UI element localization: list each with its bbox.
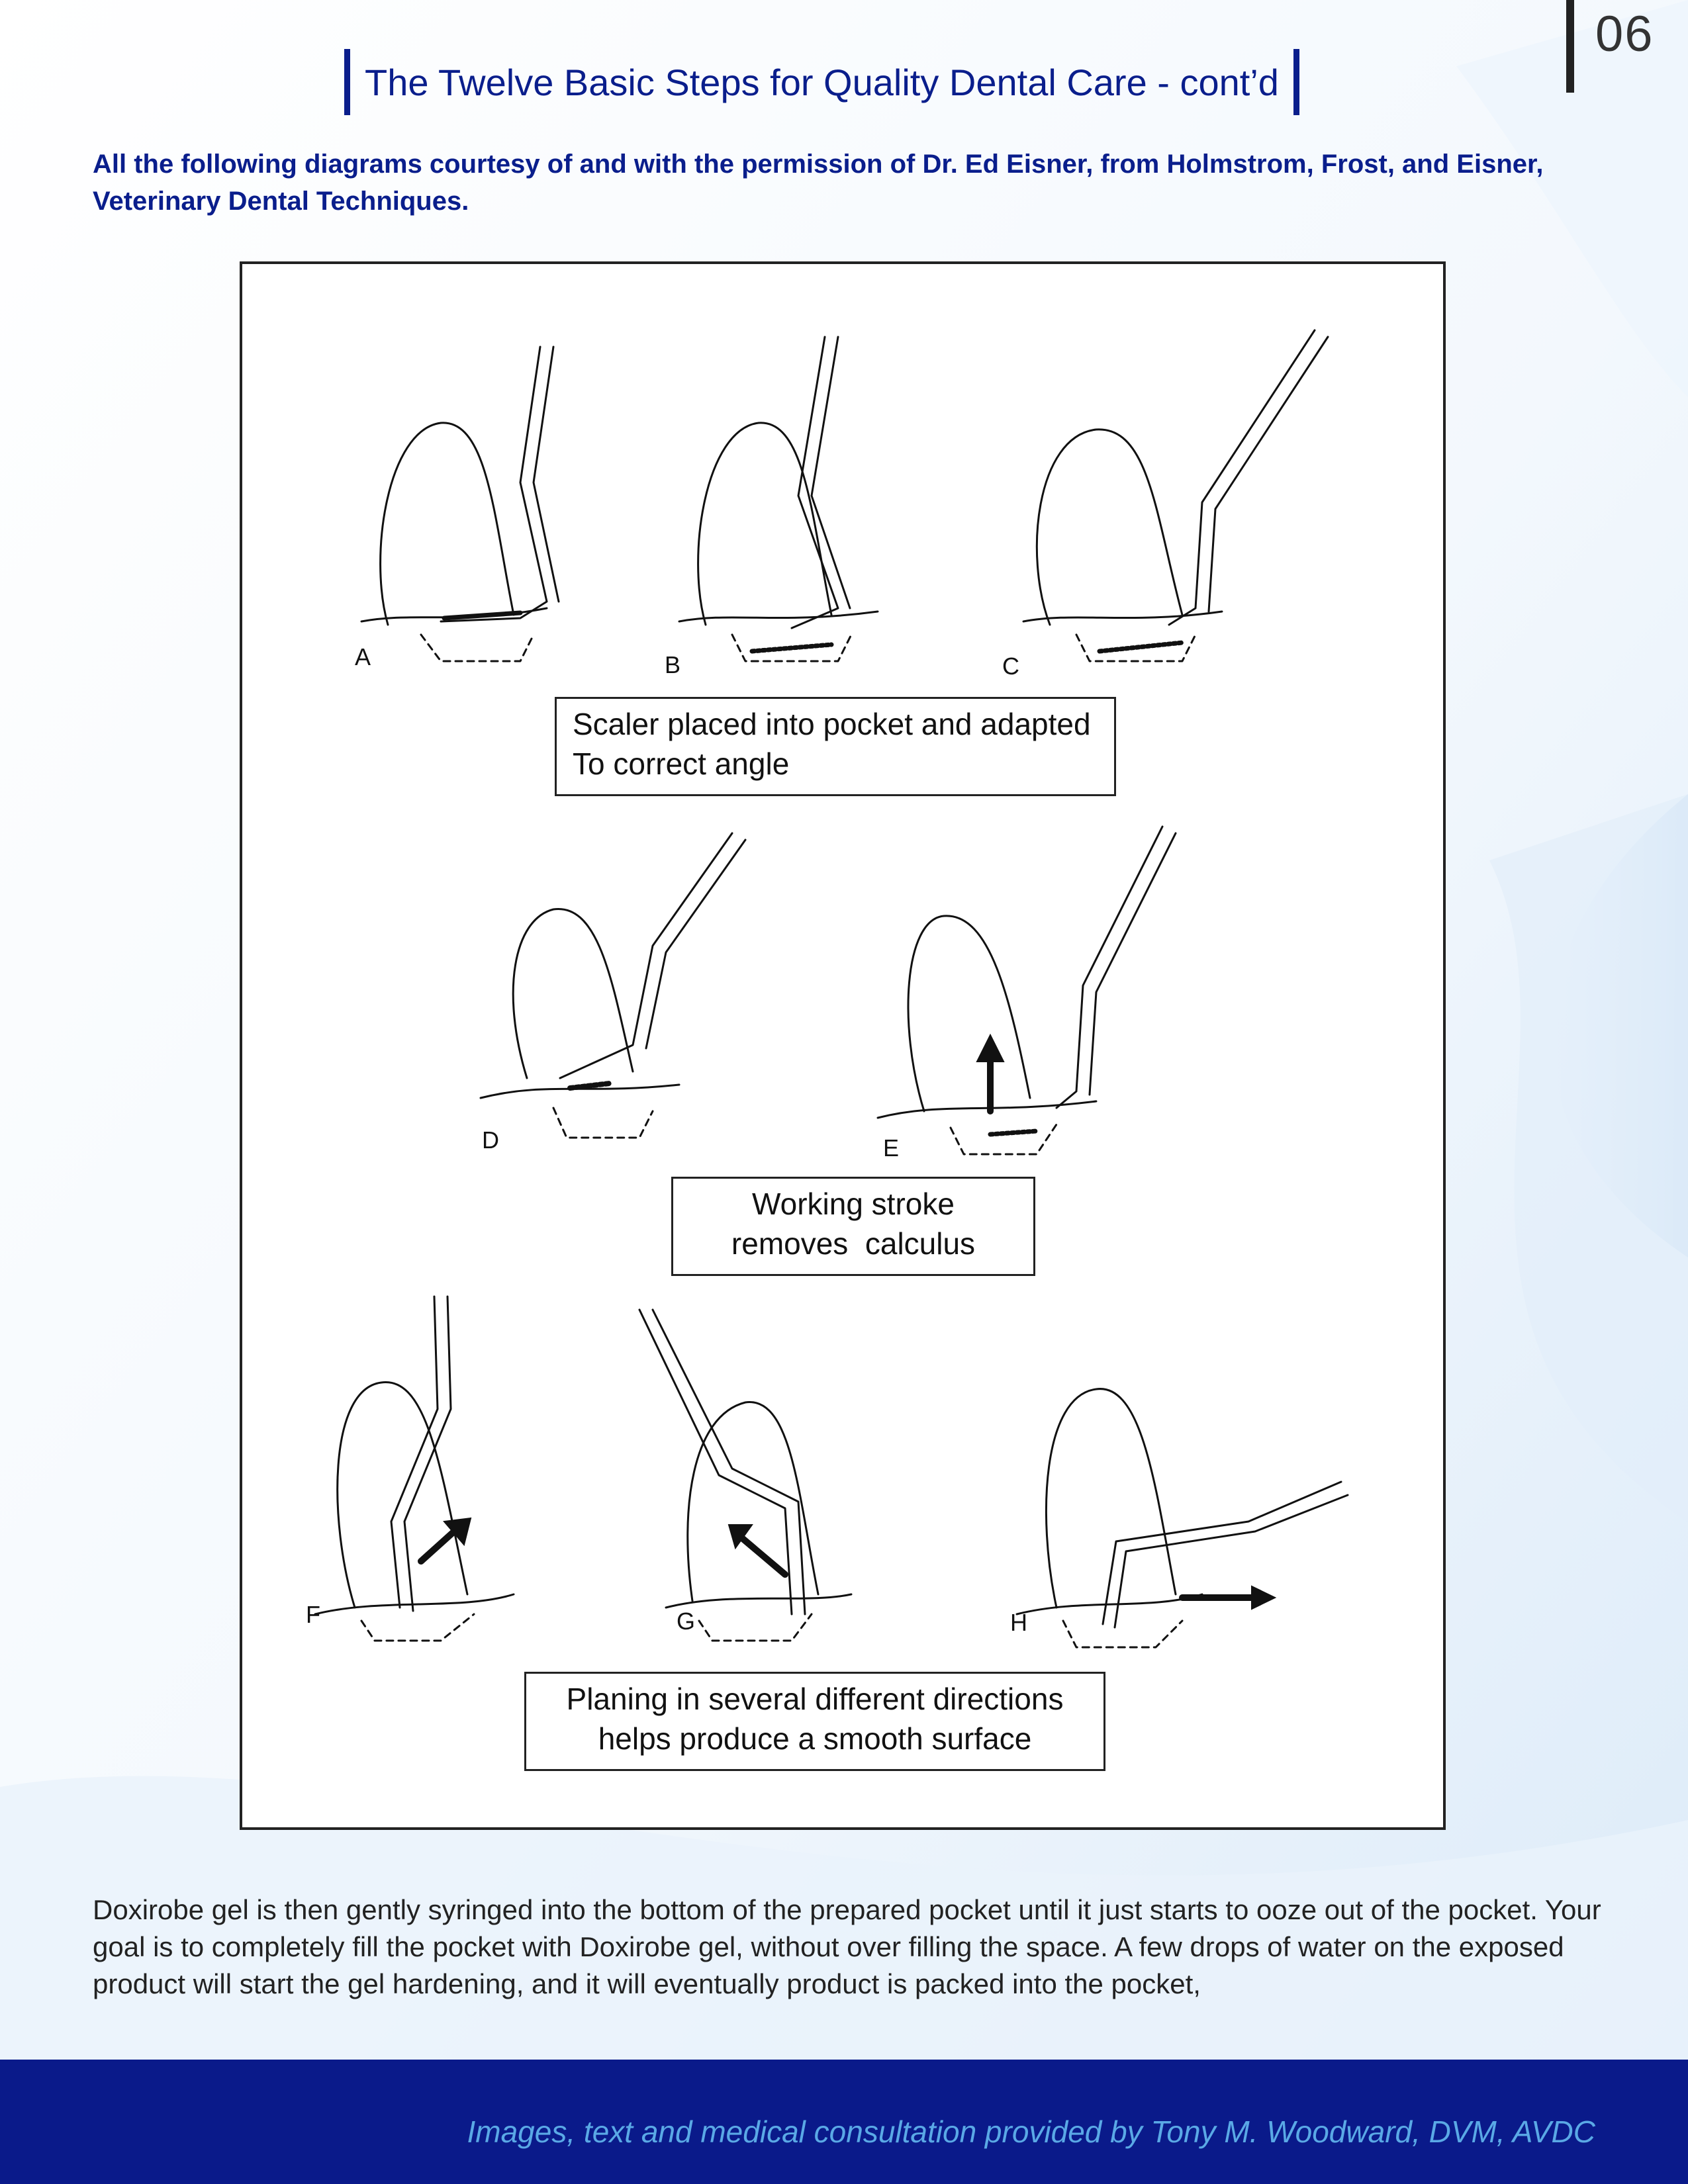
caption-scaler-placement [555, 697, 1116, 796]
panel-d-illustration [481, 833, 745, 1138]
panel-label-h: H [1010, 1609, 1027, 1636]
page-number: 06 [1595, 6, 1654, 62]
panel-b-illustration [679, 337, 878, 661]
body-paragraph: Doxirobe gel is then gently syringed into the bottom of the prepared pocket until it just starts to ooze out of the pocket. Your goal is to completely fill the pocket with Doxirobe gel, without over filling the space. A few drops of water on the exposed product will start the gel hardening, and it will eventually product is packed into the pocket, [93, 1894, 1601, 1999]
panel-label-f: F [306, 1601, 320, 1628]
panel-label-e: E [883, 1134, 900, 1161]
title-left-bar [344, 49, 350, 115]
caption-working-stroke [671, 1177, 1035, 1276]
caption-line: removes calculus [731, 1226, 976, 1261]
panel-label-g: G [677, 1608, 696, 1635]
caption-line: Planing in several different directions [566, 1682, 1064, 1716]
diagram-credit: All the following diagrams courtesy of and with the permission of Dr. Ed Eisner, from Holmstrom, Frost, and Eisner, Veterinary Dental Techniques. [93, 150, 1544, 216]
panel-e-illustration [878, 827, 1176, 1154]
panel-c-illustration [1023, 330, 1328, 661]
panel-f-illustration [315, 1297, 514, 1641]
dental-diagram-figure [240, 261, 1446, 1830]
panel-a-illustration [361, 347, 559, 661]
direction-arrows [421, 1035, 1275, 1609]
dental-illustrations [242, 264, 1448, 1833]
page-title-wrap [344, 49, 1299, 115]
panel-h-illustration [1017, 1389, 1348, 1647]
title-right-bar [1293, 49, 1299, 115]
panel-label-d: D [482, 1126, 499, 1154]
caption-line: Scaler placed into pocket and adapted [573, 707, 1091, 741]
page-title: The Twelve Basic Steps for Quality Dental Care - cont’d [365, 61, 1279, 103]
footer-bar [0, 2060, 1688, 2184]
panel-label-c: C [1002, 653, 1019, 680]
caption-line: Working stroke [752, 1187, 955, 1221]
page-number-bar [1566, 0, 1574, 93]
panel-label-a: A [355, 643, 371, 670]
panel-label-b: B [665, 651, 681, 678]
caption-planing [524, 1672, 1105, 1771]
panel-g-illustration [639, 1310, 851, 1641]
caption-line: helps produce a smooth surface [598, 1721, 1032, 1756]
footer-credit: Images, text and medical consultation provided by Tony M. Woodward, DVM, AVDC [467, 2115, 1595, 2149]
caption-line: To correct angle [573, 747, 790, 781]
